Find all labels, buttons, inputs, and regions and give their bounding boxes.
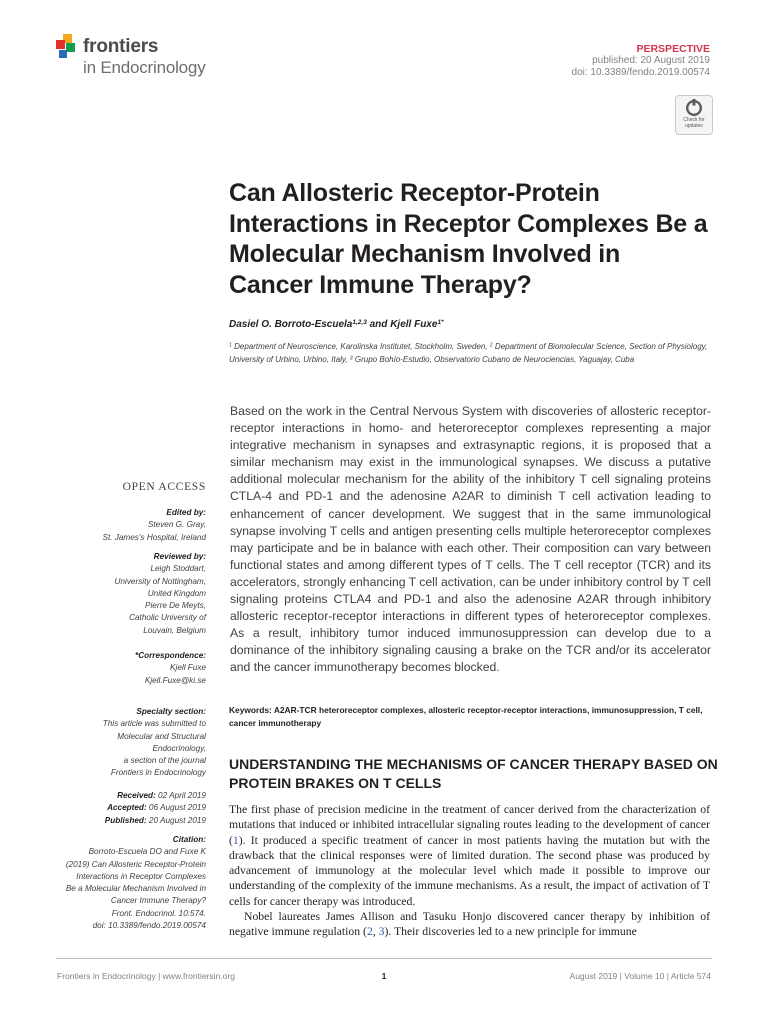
section-heading: UNDERSTANDING THE MECHANISMS OF CANCER THERAPY BASED ON PROTEIN BRAKES ON T CELLS <box>229 756 718 791</box>
abstract: Based on the work in the Central Nervous System with discoveries of allosteric receptor-receptor interactions in homo- and heteroreceptor complexes representing a major integrative mechanism in synapses and extrasynaptic regions, it is proposed that a similar mechanism may exist in the immunological synapses. We discuss a putative additional molecular mechanism for the ability of the inhibitory T cell signaling proteins CTLA-4 and PD-1 and the adenosine A2AR to diminish T cell activation leading to enhancement of cancer development. We suggest that in the same immunological synapse involving T cells and antigen presenting cells multiple heteroreceptor complexes may participate and be in balance with each other. Their composition can vary between functional states and among different types of T cells. The T cell receptor (TCR) and its accelerators, strongly enhancing T cell activation, can be under inhibitory control by T cell signaling proteins CTLA4 and PD-1 and also the adenosine A2AR through inhibitory allosteric receptor-receptor interactions in different types of heteroreceptor complexes. As a result, inhibitory tumor induced immunosuppression can develop due to a dominance of the inhibitory signaling causing a brake on the TCR and/or its accelerator and the cancer immunotherapy becomes blocked. <box>230 404 711 675</box>
reference-link[interactable]: 1 <box>232 833 239 847</box>
citation-line: Be a Molecular Mechanism Involved in <box>65 884 206 894</box>
check-for-updates-icon <box>676 97 712 119</box>
badge-line: updates <box>685 123 703 129</box>
affiliation-text: Department of Biomolecular Science, Section of Physiology, University of Urbino, Urbino, Italy, <box>229 342 708 364</box>
body-text-run: The first phase of precision medicine in the treatment of cancer derived from the characterization of mutations that induced or inhibited intracellular signaling routes leading to the development of cancer ( <box>229 803 710 847</box>
published-date: published: 20 August 2019 <box>592 55 710 66</box>
sidebar-label: Citation: <box>172 835 206 844</box>
sidebar-label: Edited by: <box>166 508 206 517</box>
frontiers-logo-icon <box>56 34 82 62</box>
reviewed-by <box>115 551 206 637</box>
journal-brand: frontiers <box>83 36 159 57</box>
article-doi[interactable]: doi: 10.3389/fendo.2019.00574 <box>571 67 710 78</box>
body-paragraph <box>229 909 710 940</box>
reviewer-affiliation: University of Nottingham, <box>114 576 206 586</box>
footer-journal-link[interactable]: Frontiers in Endocrinology | www.frontiersin.org <box>57 971 235 981</box>
badge-line: Check for <box>683 117 705 123</box>
keywords: Keywords: A2AR-TCR heteroreceptor complexes, allosteric receptor-receptor interactions, immunosuppression, T cell, cancer immunotherapy <box>229 705 703 728</box>
specialty-line: Molecular and Structural <box>117 731 206 741</box>
sidebar-label: *Correspondence: <box>135 651 206 660</box>
correspondent-name: Kjell Fuxe <box>170 663 206 673</box>
citation <box>66 834 206 932</box>
citation-line: Interactions in Receptor Complexes <box>76 871 206 881</box>
author-link[interactable]: Kjell Fuxe <box>390 319 438 330</box>
correspondent-email[interactable]: Kjell.Fuxe@ki.se <box>144 675 206 685</box>
footer-issue-info: August 2019 | Volume 10 | Article 574 <box>569 971 711 981</box>
author-affiliation-marker: 1,2,3 <box>352 319 367 327</box>
edited-by <box>103 507 207 544</box>
journal-logo[interactable] <box>56 34 226 80</box>
citation-line: (2019) Can Allosteric Receptor-Protein <box>65 859 206 869</box>
accepted-date <box>105 802 206 814</box>
date-value: 02 April 2019 <box>155 791 206 800</box>
reviewer-affiliation: Catholic University of <box>129 613 206 623</box>
sidebar-label: Reviewed by: <box>153 552 206 561</box>
editor-name[interactable]: Steven G. Gray, <box>147 520 206 530</box>
article-meta-header <box>572 43 710 79</box>
citation-line: Borroto-Escuela DO and Fuxe K <box>88 847 206 857</box>
citation-doi[interactable]: doi: 10.3389/fendo.2019.00574 <box>92 921 206 931</box>
affiliation-number: 3 <box>349 355 353 362</box>
article-title: Can Allosteric Receptor-Protein Interactions in Receptor Complexes Be a Molecular Mechanism Involved in Cancer Immune Therapy? <box>229 179 708 299</box>
body-paragraph <box>229 802 710 909</box>
affiliation-number: 2 <box>489 342 493 349</box>
date-value: 06 August 2019 <box>146 803 206 813</box>
open-access-label[interactable]: OPEN ACCESS <box>122 481 206 493</box>
reviewer-name[interactable]: Pierre De Meyts, <box>145 601 206 611</box>
badge-text <box>676 117 712 129</box>
sidebar-label: Specialty section: <box>136 707 206 716</box>
editor-affiliation: St. James's Hospital, Ireland <box>102 532 206 542</box>
reference-link[interactable]: 3 <box>378 925 385 939</box>
body-text <box>229 802 710 940</box>
author-list <box>229 319 444 330</box>
sidebar-label: Accepted: <box>107 803 147 813</box>
affiliation-number: 1 <box>229 342 232 349</box>
received-date <box>105 790 206 802</box>
specialty-section <box>103 706 206 780</box>
check-for-updates-badge[interactable] <box>675 95 713 135</box>
published-date-side <box>105 815 206 827</box>
specialty-line: a section of the journal <box>123 756 206 766</box>
body-text-run: ). Their discoveries led to a new principle for immune <box>384 925 637 939</box>
sidebar-label: Published: <box>104 815 147 825</box>
sidebar-label: Received: <box>117 791 156 800</box>
specialty-line: Endocrinology, <box>152 743 206 753</box>
author-affiliation-marker: 1* <box>437 319 444 327</box>
reference-link[interactable]: 2 <box>366 925 373 939</box>
citation-line: Front. Endocrinol. 10:574. <box>111 908 206 918</box>
page-number: 1 <box>381 971 387 981</box>
reviewer-affiliation: Louvain, Belgium <box>143 625 206 635</box>
article-dates <box>105 790 206 827</box>
reviewer-name[interactable]: Leigh Stoddart, <box>150 564 206 574</box>
affiliation-text: Department of Neuroscience, Karolinska Institutet, Stockholm, Sweden, <box>231 342 490 351</box>
date-value: 20 August 2019 <box>146 815 206 825</box>
affiliation-text: Grupo Bohío-Estudio, Observatorio Cubano de Neurociencias, Yaguajay, Cuba <box>352 355 635 364</box>
footer-divider <box>56 958 712 959</box>
author-separator: and <box>366 319 391 330</box>
body-text-run: , <box>372 925 379 939</box>
correspondence <box>135 650 206 687</box>
affiliations <box>229 340 719 366</box>
body-text-run: Nobel laureates James Allison and Tasuku Honjo discovered cancer therapy by inhibition of negative immune regulation ( <box>229 910 710 939</box>
author-link[interactable]: Dasiel O. Borroto-Escuela <box>229 319 353 330</box>
article-type: PERSPECTIVE <box>636 43 710 55</box>
reviewer-affiliation: United Kingdom <box>147 588 206 598</box>
specialty-line: Frontiers in Endocrinology <box>110 768 206 778</box>
citation-line: Cancer Immune Therapy? <box>110 896 206 906</box>
body-text-run: ). It produced a specific treatment of cancer in most patients having the mutation but with the drawback that the clinical responses were of limited duration. The second phase was produced by advancement of immunology at the molecular level which made it possible to improve our understanding of the complexity of the immune mechanisms. As a result, the impact of activation of T cells for cancer therapy was introduced. <box>229 833 710 908</box>
specialty-line: This article was submitted to <box>102 719 206 729</box>
journal-name: in Endocrinology <box>83 58 206 77</box>
